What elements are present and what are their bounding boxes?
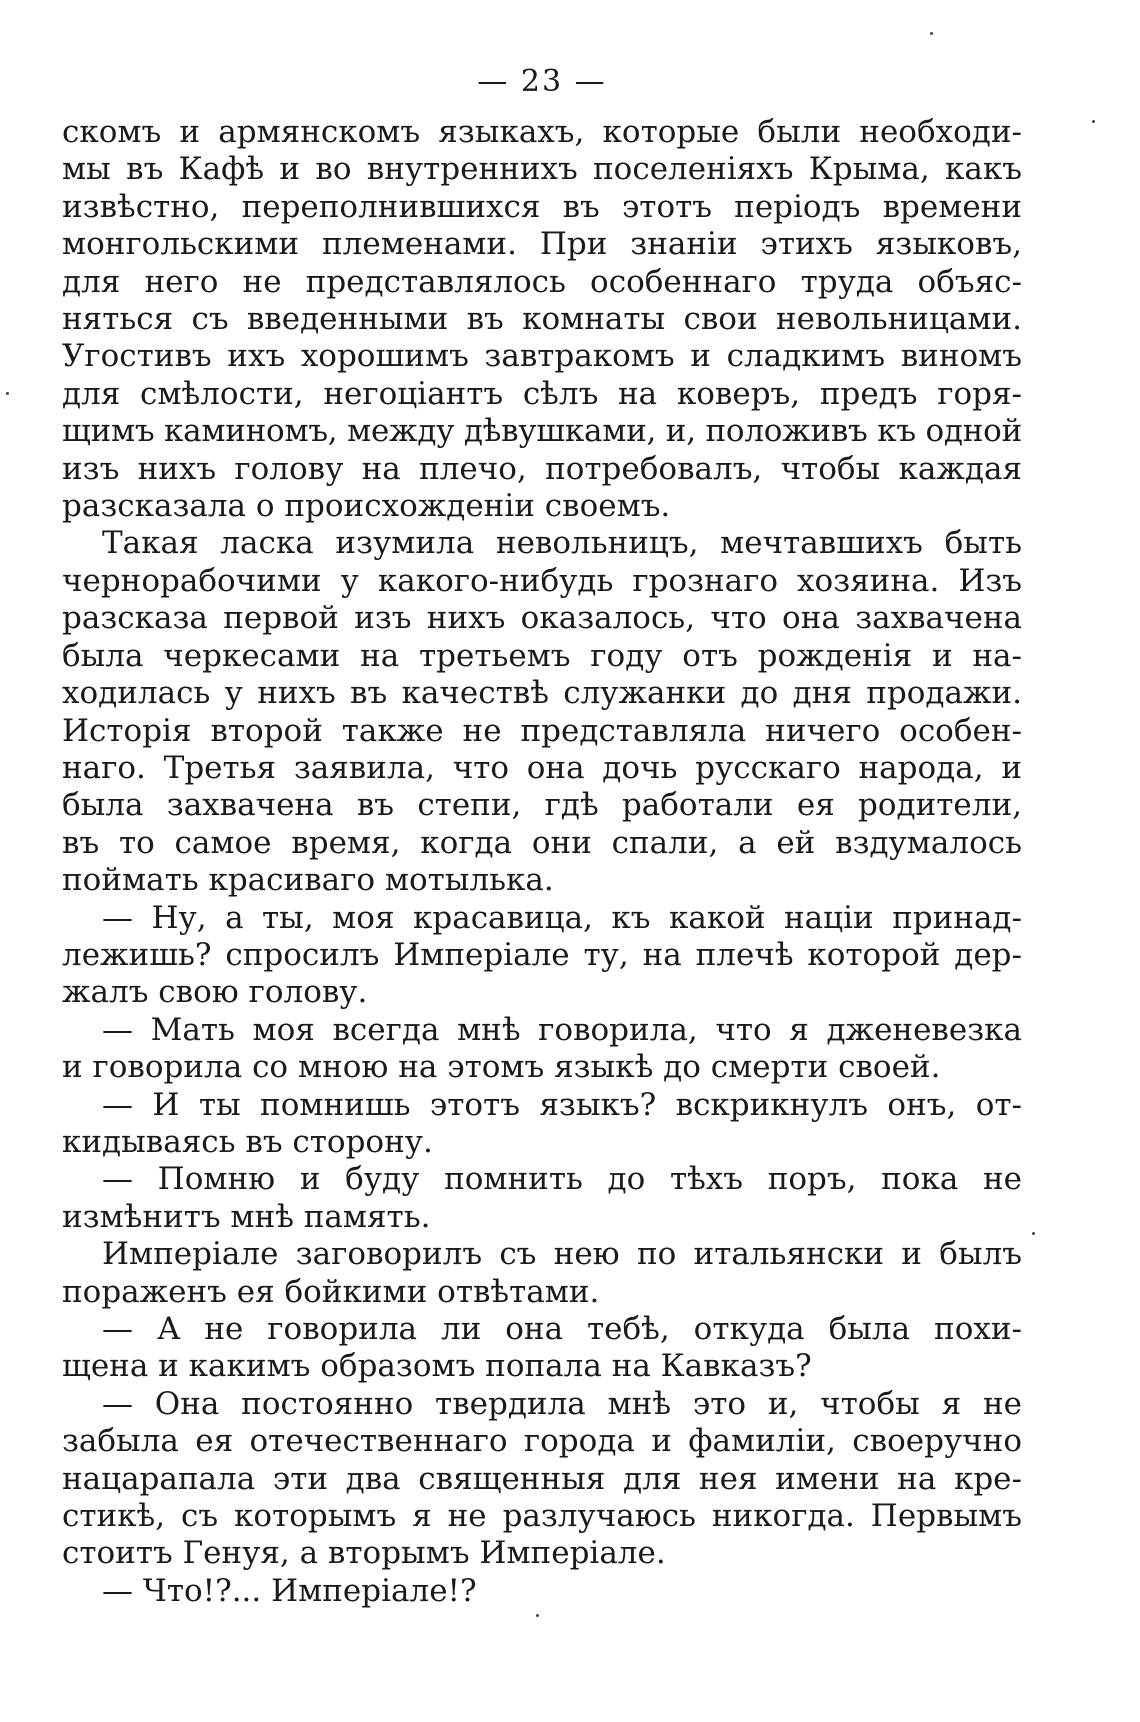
text-line: Имперіале заговорилъ съ нею по итальянски и былъ	[102, 1236, 1022, 1273]
paragraph	[62, 1236, 1022, 1311]
text-line: чернорабочими у какого-нибудь грознаго хозяина. Изъ	[62, 562, 1022, 599]
text-line: лежишь? спросилъ Имперіале ту, на плечѣ которой дер-	[62, 936, 1022, 973]
paragraph	[62, 1012, 1022, 1087]
text-line: была черкесами на третьемъ году отъ рожденія и на-	[62, 637, 1022, 674]
paragraph	[62, 1087, 1022, 1162]
text-line: ходилась у нихъ въ качествѣ служанки до дня продажи.	[62, 675, 1022, 712]
text-line: няться съ введенными въ комнаты свои невольницами.	[62, 301, 1022, 338]
print-speck	[536, 1614, 539, 1617]
text-line: — Что!?... Имперіале!?	[102, 1572, 477, 1609]
text-line: Исторія второй также не представляла ничего особен-	[62, 712, 1022, 749]
text-line: изъ нихъ голову на плечо, потребовалъ, чтобы каждая	[62, 450, 1022, 487]
book-page	[62, 58, 1022, 1610]
text-line: стоитъ Генуя, а вторымъ Имперіале.	[62, 1535, 666, 1572]
print-speck	[1092, 120, 1095, 123]
text-line: Угостивъ ихъ хорошимъ завтракомъ и сладкимъ виномъ	[62, 338, 1022, 375]
text-line: наго. Третья заявила, что она дочь русскаго народа, и	[62, 749, 1022, 786]
text-line: — И ты помнишь этотъ языкъ? вскрикнулъ онъ, от-	[102, 1086, 1022, 1123]
text-line: щена и какимъ образомъ попала на Кавказъ?	[62, 1348, 812, 1385]
page-text	[62, 114, 1022, 1610]
text-line: забыла ея отечественнаго города и фамиліи, своеручно	[62, 1423, 1022, 1460]
text-line: измѣнитъ мнѣ память.	[62, 1198, 431, 1235]
paragraph	[62, 114, 1022, 525]
text-line: Такая ласка изумила невольницъ, мечтавшихъ быть	[102, 525, 1022, 562]
text-line: монгольскими племенами. При знаніи этихъ языковъ,	[62, 226, 1022, 263]
print-speck	[6, 392, 9, 395]
text-line: жалъ свою голову.	[62, 974, 368, 1011]
text-line: — Она постоянно твердила мнѣ это и, чтобы я не	[102, 1385, 1022, 1422]
paragraph	[62, 1573, 1022, 1610]
text-line: — Помню и буду помнить до тѣхъ поръ, пока не	[102, 1161, 1022, 1198]
paragraph	[62, 525, 1022, 899]
text-line: мы въ Кафѣ и во внутреннихъ поселеніяхъ Крыма, какъ	[62, 151, 1022, 188]
text-line: — А не говорила ли она тебѣ, откуда была похи-	[102, 1311, 1022, 1347]
text-line: для него не представлялось особеннаго труда объяс-	[62, 263, 1022, 300]
paragraph	[62, 1386, 1022, 1573]
text-line: кидываясь въ сторону.	[62, 1123, 433, 1160]
text-line: и говорила со мною на этомъ языкѣ до смерти своей.	[62, 1049, 941, 1086]
text-line: въ то самое время, когда они спали, а ей вздумалось	[62, 824, 1022, 861]
text-line: поймать красиваго мотылька.	[62, 862, 554, 899]
text-line: — Мать моя всегда мнѣ говорила, что я дженевезка	[102, 1011, 1022, 1048]
text-line: скомъ и армянскомъ языкахъ, которые были необходи-	[62, 114, 1022, 150]
text-line: — Ну, а ты, моя красавица, къ какой націи принад-	[102, 899, 1022, 936]
paragraph	[62, 1311, 1022, 1386]
text-line: извѣстно, переполнившихся въ этотъ періодъ времени	[62, 188, 1022, 225]
text-line: нацарапала эти два священныя для нея имени на кре-	[62, 1460, 1022, 1497]
page-number: — 23 —	[477, 64, 607, 99]
text-line: разсказа первой изъ нихъ оказалось, что она захвачена	[62, 600, 1022, 637]
print-speck	[1032, 1232, 1035, 1235]
print-speck	[930, 32, 933, 35]
text-line: для смѣлости, негоціантъ сѣлъ на коверъ, предъ горя-	[62, 375, 1022, 412]
text-line: стикѣ, съ которымъ я не разлучаюсь никогда. Первымъ	[62, 1498, 1022, 1535]
text-line: разсказала о происхожденіи своемъ.	[62, 488, 671, 525]
text-line: пораженъ ея бойкими отвѣтами.	[62, 1273, 600, 1310]
text-line: щимъ каминомъ, между дѣвушками, и, положивъ къ одной	[62, 413, 1022, 450]
text-line: была захвачена въ степи, гдѣ работали ея родители,	[62, 787, 1022, 824]
paragraph	[62, 1161, 1022, 1236]
paragraph	[62, 900, 1022, 1012]
